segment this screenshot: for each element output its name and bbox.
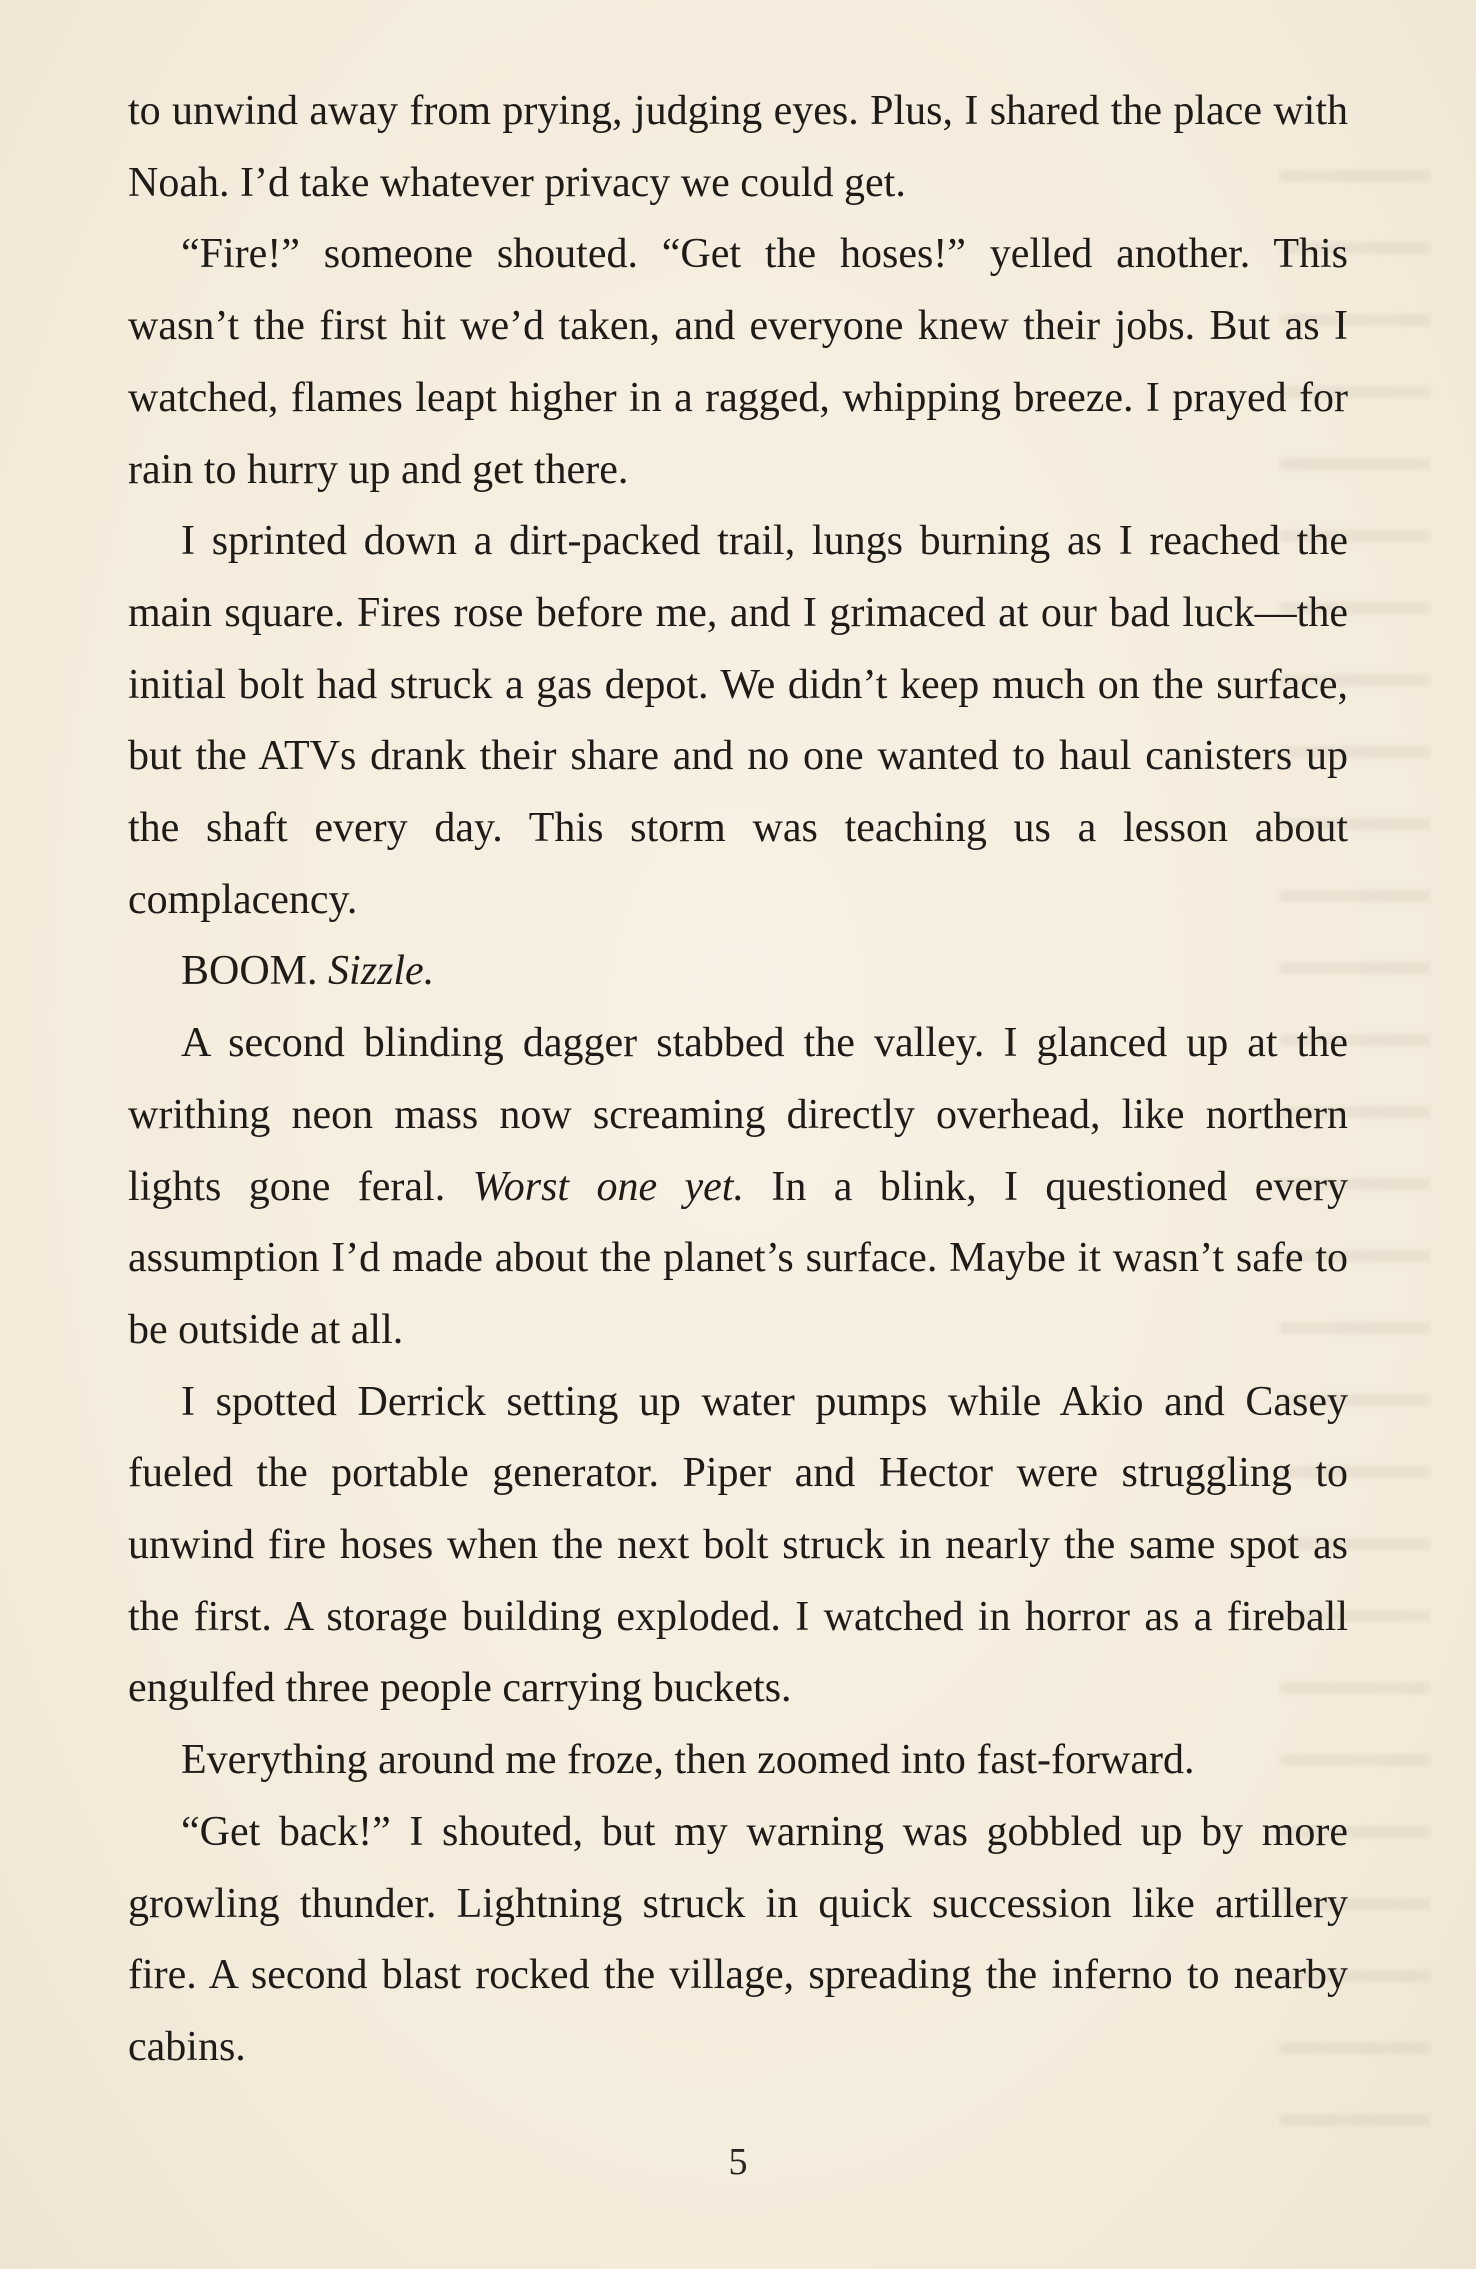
boom-text: BOOM. — [181, 948, 329, 995]
body-text — [128, 76, 1348, 2084]
paragraph-main-square: I sprinted down a dirt-packed trail, lungs burning as I reached the main square. Fires rose before me, and I grimaced at our bad luck—the initial bolt had struck a gas depot. We didn’t keep much on the surface, but the ATVs drank their share and no one wanted to haul canisters up the shaft every day. This storm was teaching us a lesson about complacency. — [128, 518, 1348, 923]
paragraph-derrick: I spotted Derrick setting up water pumps while Akio and Casey fueled the portable generator. Piper and Hector were struggling to unwind fire hoses when the next bolt struck in nearly the same spot as the first. A storage building exploded. I watched in horror as a fireball engulfed three people carrying buckets. — [128, 1378, 1348, 1712]
dagger-text-after: In a blink, I questioned every assumption I’d made about the planet’s surface. Maybe it wasn’t safe to be outside at all. — [128, 1163, 1348, 1353]
dagger-text: A second blinding dagger stabbed the valley. I glanced up at the writhing neon mass now screaming directly overhead, like northern lights gone feral. — [128, 1020, 1348, 1210]
paragraph-fire-shout: “Fire!” someone shouted. “Get the hoses!” yelled another. This wasn’t the first hit we’d taken, and everyone knew their jobs. But as I watched, flames leapt higher in a ragged, whipping breeze. I prayed for rain to hurry up and get there. — [128, 231, 1348, 493]
page-number: 5 — [728, 2141, 748, 2183]
paragraph-get-back: “Get back!” I shouted, but my warning was gobbled up by more growling thunder. Lightning struck in quick succession like artillery fire. A second blast rocked the village, spreading the inferno to nearby cabins. — [128, 1808, 1348, 2070]
paragraph-froze: Everything around me froze, then zoomed into fast-forward. — [181, 1737, 1195, 1784]
paragraph-second-dagger — [128, 1008, 1348, 1367]
paragraph-boom — [128, 936, 1348, 1008]
paragraph-continued: to unwind away from prying, judging eyes. Plus, I shared the place with Noah. I’d take whatever privacy we could get. — [128, 88, 1348, 206]
worst-one-yet-emphasis: Worst one yet. — [472, 1163, 744, 1210]
sizzle-emphasis: Sizzle. — [328, 948, 435, 995]
